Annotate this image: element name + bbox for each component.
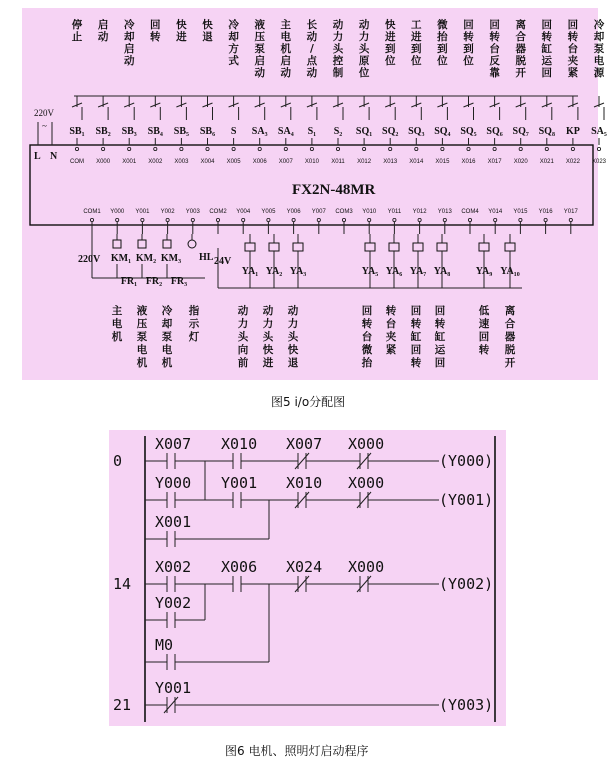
output-desc-11: 低速回转 [478,305,490,356]
overload-2: FR₃ [170,276,188,287]
input-desc-11: 动力头原位 [358,19,370,79]
contactor-coil [138,240,146,248]
figure5-caption: 图5 i/o分配图 [271,395,346,409]
valve-3: YA₅ [361,266,379,277]
output-terminal-7: Y005 [261,209,276,215]
input-switch-18: SQ₈ [538,126,555,137]
output-terminal-13: Y012 [412,209,427,215]
input-terminal-12: X013 [383,159,398,165]
output-desc-10: 回转缸运回 [434,305,446,369]
input-terminal-0: COM [70,159,84,165]
output-desc-3: 指示灯 [188,305,200,343]
valve-coil [437,243,447,251]
input-desc-15: 回转到位 [463,19,474,67]
contactor-1: KM₂ [135,253,157,264]
input-switch-0: SB₁ [69,126,85,137]
coil-0: (Y000) [439,452,494,470]
input-terminal-20: X023 [591,159,607,165]
output-desc-8: 转台夹紧 [385,305,397,356]
input-terminal-9: X010 [304,159,319,165]
output-desc-4: 动力头向前 [237,305,249,369]
input-desc-16: 回转台反靠 [489,19,500,79]
io-diagram-svg [22,8,607,380]
output-desc-9: 回转缸回转 [410,305,422,369]
output-terminal-18: Y016 [538,209,553,215]
contact-label-6-0: Y001 [155,679,192,697]
valve-5: YA₇ [409,266,427,277]
input-terminal-17: X020 [513,159,528,165]
figure6-caption: 图6 电机、照明灯启动程序 [225,744,369,758]
ladder-svg [109,430,506,726]
output-terminal-6: Y004 [236,209,251,215]
contact-label-0-0: X007 [155,435,192,453]
output-terminal-4: Y003 [185,209,200,215]
contact-label-1-1: Y001 [221,474,258,492]
step-number-0: 0 [113,452,123,470]
contact-label-3-0: X002 [155,558,192,576]
contact-label-5-0: M0 [155,636,174,654]
output-terminal-8: Y006 [286,209,301,215]
contact-label-3-2: X024 [286,558,323,576]
contactor-coil [113,240,121,248]
input-terminal-2: X001 [122,159,137,165]
output-desc-6: 动力头快退 [287,305,299,369]
out-24v-label: 24V [214,256,232,267]
input-terminal-1: X000 [96,159,111,165]
valve-coil [269,243,279,251]
input-desc-2: 冷却启动 [123,19,135,67]
plc-model-label: FX2N-48MR [292,182,376,198]
input-switch-4: SB₅ [173,126,190,137]
input-desc-7: 液压泵启动 [254,19,265,79]
valve-4: YA₆ [385,266,403,277]
contact-label-1-2: X010 [286,474,323,492]
contact-label-3-1: X006 [221,558,258,576]
coil-3: (Y002) [439,575,494,593]
contact-label-0-1: X010 [221,435,258,453]
input-terminal-10: X011 [331,159,345,165]
valve-coil [479,243,489,251]
input-desc-8: 主电机启动 [280,19,292,79]
input-switch-2: SB₃ [121,126,137,137]
input-switch-11: SQ₁ [355,126,373,137]
input-terminal-14: X015 [435,159,450,165]
valve-coil [365,243,375,251]
input-terminal-11: X012 [357,159,372,165]
input-switch-15: SQ₅ [460,126,477,137]
output-terminal-10: COM3 [335,209,353,215]
input-columns [69,18,607,165]
valve-coil [413,243,423,251]
lamp-icon [188,240,196,248]
input-switch-10: S₂ [333,126,343,137]
input-terminal-19: X022 [565,159,580,165]
input-desc-12: 快进到位 [384,19,396,67]
input-switch-5: SB₆ [199,126,216,137]
valve-0: YA₁ [241,266,259,277]
input-desc-4: 快进 [176,19,187,43]
input-desc-13: 工进到位 [411,19,422,67]
overload-1: FR₂ [145,276,163,287]
input-terminal-dot [597,147,600,150]
input-terminal-18: X021 [539,159,554,165]
valve-1: YA₂ [265,266,283,277]
valve-7: YA₉ [475,266,493,277]
valve-coil [293,243,303,251]
contactor-0: KM₁ [110,253,132,264]
contact-label-0-3: X000 [348,435,385,453]
input-switch-17: SQ₇ [512,126,529,137]
output-terminal-3: Y002 [160,209,175,215]
contact-label-0-2: X007 [286,435,323,453]
input-desc-3: 回转 [150,19,161,43]
valve-8: YA₁₀ [500,266,520,277]
input-switch-7: SA₃ [251,126,268,137]
valve-coil [245,243,255,251]
output-terminal-16: Y014 [488,209,503,215]
output-desc-0: 主电机 [111,305,123,343]
contact-label-1-3: X000 [348,474,385,492]
input-desc-10: 动力头控制 [332,19,344,79]
input-desc-19: 回转台夹紧 [567,19,579,79]
io-allocation-diagram [22,8,607,380]
terminal-L: L [34,151,41,162]
input-desc-20: 冷却泵电源 [593,19,605,79]
input-terminal-7: X006 [252,159,267,165]
input-switch-19: KP [565,126,580,137]
coil-6: (Y003) [439,696,494,714]
output-terminal-2: Y001 [135,209,150,215]
lamp-label: HL [199,252,214,263]
ladder-diagram [109,430,506,726]
output-desc-12: 离合器脱开 [504,305,516,369]
contact-label-4-0: Y002 [155,594,192,612]
output-terminal-5: COM2 [209,209,227,215]
input-desc-14: 微抬到位 [437,19,448,67]
valve-6: YA₈ [433,266,451,277]
power-ac-symbol: ~ [42,121,47,131]
input-desc-0: 停止 [71,19,83,43]
valve-coil [389,243,399,251]
output-terminal-17: Y015 [513,209,528,215]
step-number-3: 14 [113,575,132,593]
input-desc-5: 快退 [202,19,213,43]
input-switch-20: SA₅ [591,126,607,137]
contact-label-1-0: Y000 [155,474,192,492]
input-switch-12: SQ₂ [382,126,399,137]
out-220v-label: 220V [78,254,101,265]
input-desc-9: 长动/点动 [306,19,318,79]
valve-2: YA₃ [289,266,307,277]
output-terminal-12: Y011 [387,209,402,215]
output-desc-1: 液压泵电机 [136,305,148,369]
input-switch-6: S [230,126,237,137]
input-switch-1: SB₂ [95,126,111,137]
output-desc-7: 回转台微抬 [361,305,373,369]
output-terminal-19: Y017 [563,209,578,215]
output-terminal-9: Y007 [311,209,326,215]
input-switch-8: SA₄ [277,126,294,137]
input-desc-18: 回转缸运回 [541,19,553,79]
input-terminal-6: X005 [226,159,241,165]
input-desc-1: 启动 [97,19,109,43]
valve-coil [505,243,515,251]
step-number-6: 21 [113,696,132,714]
output-terminal-11: Y010 [362,209,377,215]
output-terminal-14: Y013 [437,209,452,215]
input-desc-17: 离合器脱开 [515,19,526,79]
contact-label-3-3: X000 [348,558,385,576]
input-terminal-5: X004 [200,159,215,165]
output-desc-2: 冷却泵电机 [161,305,173,369]
input-switch-14: SQ₄ [434,126,451,137]
input-switch-9: S₁ [307,126,317,137]
terminal-N: N [50,151,58,162]
input-desc-6: 冷却方式 [228,19,239,67]
input-terminal-8: X007 [278,159,293,165]
input-switch-3: SB₄ [147,126,163,137]
output-terminal-0: COM1 [83,209,101,215]
output-terminal-15: COM4 [461,209,479,215]
contactor-2: KM₃ [160,253,182,264]
contact-label-2-0: X001 [155,513,192,531]
output-section [78,209,578,369]
input-terminal-15: X016 [461,159,476,165]
coil-1: (Y001) [439,491,494,509]
overload-0: FR₁ [120,276,138,287]
input-switch-16: SQ₆ [486,126,503,137]
contactor-coil [163,240,171,248]
power-voltage-label: 220V [34,108,54,118]
input-terminal-16: X017 [487,159,502,165]
input-terminal-4: X003 [174,159,189,165]
input-switch-13: SQ₃ [408,126,425,137]
input-terminal-13: X014 [409,159,424,165]
output-desc-5: 动力头快进 [262,305,274,369]
input-terminal-3: X002 [148,159,163,165]
output-terminal-1: Y000 [110,209,125,215]
